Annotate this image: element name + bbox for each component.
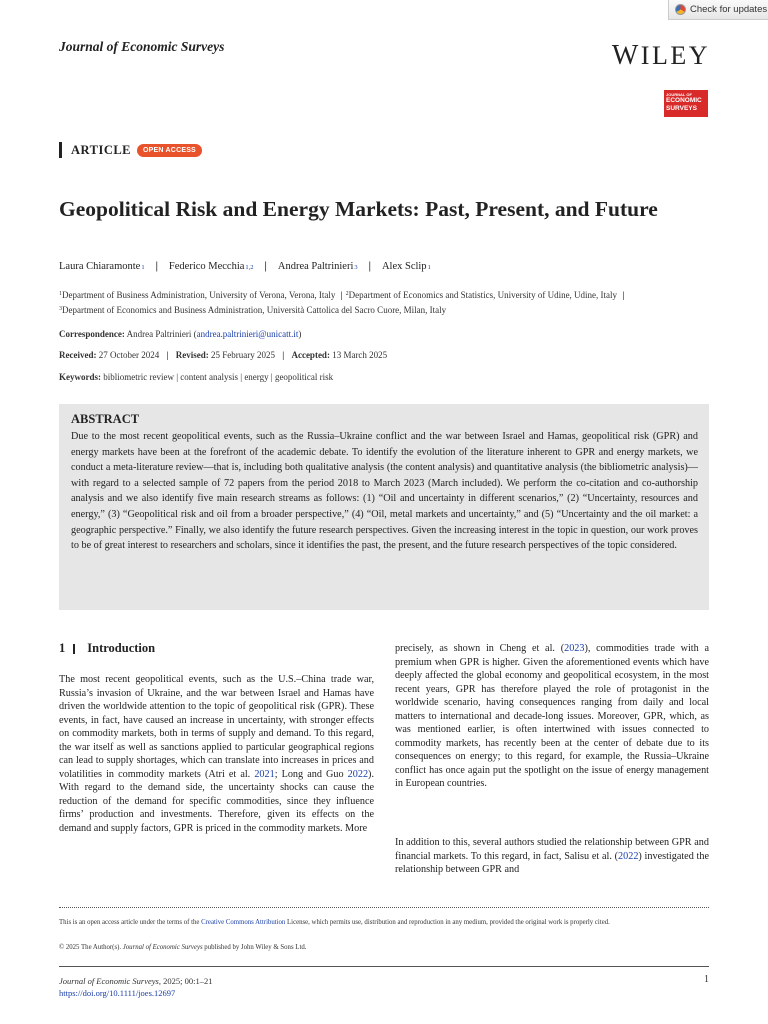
journal-name: Journal of Economic Surveys	[59, 39, 225, 54]
citation-link[interactable]: 2021	[254, 768, 275, 780]
license-note	[59, 918, 709, 929]
body-paragraph-right-1	[395, 642, 709, 791]
author-affil-sup[interactable]: 1,2	[245, 264, 254, 271]
body-paragraph-left	[59, 673, 374, 835]
footer-divider	[59, 966, 709, 967]
affiliation-text: Department of Business Administration, University of Verona, Verona, Italy	[62, 290, 336, 300]
abstract-heading: ABSTRACT	[71, 412, 140, 426]
accepted-date: 13 March 2025	[332, 350, 388, 360]
journal-cover-badge	[664, 90, 708, 117]
correspondence-email-link[interactable]: andrea.paltrinieri@unicatt.it	[196, 329, 299, 339]
section-number: 1	[59, 641, 66, 655]
affil-sup: 1	[59, 291, 62, 297]
affil-separator: |	[340, 290, 343, 300]
author-affil-sup[interactable]: 1	[427, 264, 431, 271]
citation-link[interactable]: 2023	[564, 643, 585, 654]
author-separator: |	[155, 261, 158, 272]
badge-line2: SURVEYS	[666, 104, 697, 112]
license-text: This is an open access article under the terms of the	[59, 919, 202, 926]
paper-title: Geopolitical Risk and Energy Markets: Past, Present, and Future	[59, 197, 658, 221]
body-text: ; Long and Guo	[274, 768, 348, 780]
keywords-line	[59, 372, 333, 382]
dates-separator: |	[282, 350, 285, 360]
footnote-divider	[59, 907, 709, 908]
copyright-journal: Journal of Economic Surveys	[122, 944, 203, 951]
affil-sup: 2	[345, 291, 349, 297]
author-separator: |	[264, 261, 267, 272]
revised-label: Revised:	[175, 350, 209, 360]
correspondence-label: Correspondence:	[59, 329, 125, 339]
copyright-text: published by John Wiley & Sons Ltd.	[202, 944, 307, 951]
body-text: In addition to this, several authors studied the relationship between GPR and financial markets. To this regard, in fact, Salisu et al. (	[395, 837, 709, 862]
accepted-label: Accepted:	[291, 350, 330, 360]
correspondence-line: Correspondence: Andrea Paltrinieri (andrea.paltrinieri@unicatt.it)	[59, 329, 302, 339]
article-type-label: ARTICLE	[71, 142, 132, 157]
check-for-updates-button[interactable]	[668, 0, 768, 20]
author-name[interactable]: Federico Mecchia	[168, 261, 245, 272]
correspondence-name: Andrea Paltrinieri	[126, 329, 192, 339]
creative-commons-link[interactable]: Creative Commons Attribution	[201, 919, 286, 926]
page-number: 1	[704, 974, 709, 985]
author-name[interactable]: Alex Sclip	[381, 261, 427, 272]
section-title: Introduction	[87, 641, 156, 655]
article-type-row	[59, 142, 202, 158]
open-access-badge: OPEN ACCESS	[137, 144, 202, 157]
wiley-logo-first: W	[611, 40, 641, 71]
footer-citation-text: , 2025; 00:1–21	[158, 976, 213, 986]
wiley-logo-rest: ILEY	[640, 41, 710, 70]
badge-small-text: JOURNAL OF	[666, 92, 692, 97]
license-text: License, which permits use, distribution and reproduction in any medium, provided the original work is properly cited.	[285, 919, 610, 926]
author-name[interactable]: Laura Chiaramonte	[59, 261, 141, 272]
body-paragraph-right-2	[395, 836, 709, 877]
section-bar	[73, 644, 75, 654]
section-heading-introduction	[59, 641, 155, 656]
author-affil-sup[interactable]: 1	[141, 264, 145, 271]
author-affil-sup[interactable]: 3	[354, 264, 358, 271]
affil-sup: 3	[59, 306, 62, 312]
check-for-updates-label: Check for updates	[690, 4, 768, 15]
body-text: ), commodities trade with a premium when GPR is higher. Given the aforementioned events which have deeply affected the global economy and geopolitical ecosystem, in the most recent years, GPR has therefore played the role of protagonist in the worldwide scenario, having consequences ranging from daily and local matters to international and decade-long issues. Moreover, GPR, which, as was mentioned earlier, is often intertwined with issues connected to commodity markets, has recently been at the center of debate due to its consequences on energy; to this regard, for example, the Russia–Ukraine conflict has once again put the spotlight on the issue of energy management in European countries.	[395, 643, 709, 789]
citation-link[interactable]: 2022	[618, 850, 639, 862]
author-separator: |	[368, 261, 371, 272]
article-bar	[59, 142, 62, 158]
copyright-note	[59, 944, 306, 951]
crossmark-icon	[675, 4, 686, 15]
wiley-logo	[612, 40, 710, 72]
revised-date: 25 February 2025	[210, 350, 275, 360]
body-text: ) investigated the relationship between GPR and	[395, 850, 709, 875]
badge-line1: ECONOMIC	[666, 97, 702, 104]
author-list	[59, 261, 431, 272]
affiliations-line-1	[59, 290, 719, 300]
dates-line	[59, 350, 387, 360]
received-label: Received:	[59, 350, 97, 360]
dates-separator: |	[166, 350, 169, 360]
affiliation-text: Department of Economics and Statistics, University of Udine, Udine, Italy	[348, 290, 618, 300]
affil-separator: |	[622, 290, 625, 300]
keywords-label: Keywords:	[59, 372, 101, 382]
citation-link[interactable]: 2022	[347, 768, 369, 780]
abstract-text: Due to the most recent geopolitical events, such as the Russia–Ukraine conflict and the war between Israel and Hamas, geopolitical risk (GPR) and energy markets have been at the forefront of the academic debate. To identify the evolution of the literature inherent to GPR and energy markets, we conduct a meta-literature review—that is, including both qualitative analysis (the content analysis) and quantitative analysis (the bibliometric analysis)—with regard to a selected sample of 72 papers from the period 2018 to March 2023 (March included). We perform the co-citation and co-authorship analysis and we also identify five main research streams as follows: (1) “Oil and uncertainty in different scenarios,” (2) “Uncertainty, resources and energy,” (3) “Geopolitical risk and oil from a broader perspective,” (4) “Oil, metal markets and uncertainty,” and (5) “Uncertainty and the oil market: a geographic perspective.” Finally, we also identify the future research perspectives. Given the increasing interest in the topic in question, our work proves to be of great interest to researchers and scholars, since it identifies the past, the present, and the future research perspectives of the topic considered.	[71, 431, 698, 552]
footer-journal: Journal of Economic Surveys	[59, 976, 159, 986]
doi-link[interactable]: https://doi.org/10.1111/joes.12697	[59, 988, 176, 998]
body-text: The most recent geopolitical events, such as the U.S.–China trade war, Russia’s invasion of Ukraine, and the war between Israel and Hamas have driven the worldwide attention to the topic of geopolitical risk (GPR). These events, in fact, have caused an increase in uncertainty, with stronger effects on commodity markets, both in terms of supply and demand. To this regard, the war itself as well as sanctions applied to particular geographical regions can lead to supply shortages, which can translate into increases in prices and volatilities in commodity markets (Atri et al.	[59, 674, 374, 780]
abstract-box	[59, 404, 709, 610]
footer-citation	[59, 975, 212, 999]
keywords-text: bibliometric review | content analysis | energy | geopolitical risk	[103, 372, 334, 382]
author-name[interactable]: Andrea Paltrinieri	[277, 261, 354, 272]
body-text: precisely, as shown in Cheng et al. (	[395, 643, 565, 654]
affiliations-line-2	[59, 305, 719, 315]
body-text: ). With regard to the demand side, the uncertainty shocks can cause the reduction of the demand for specific commodities, since they influence firms’ production and investments. Therefore, given its effects on the demand and supply factors, GPR is priced in the commodity markets. More	[59, 768, 374, 834]
received-date: 27 October 2024	[98, 350, 160, 360]
affiliation-text: Department of Economics and Business Administration, Università Cattolica del Sacro Cuore, Milan, Italy	[62, 305, 447, 315]
copyright-text: © 2025 The Author(s).	[59, 944, 123, 951]
